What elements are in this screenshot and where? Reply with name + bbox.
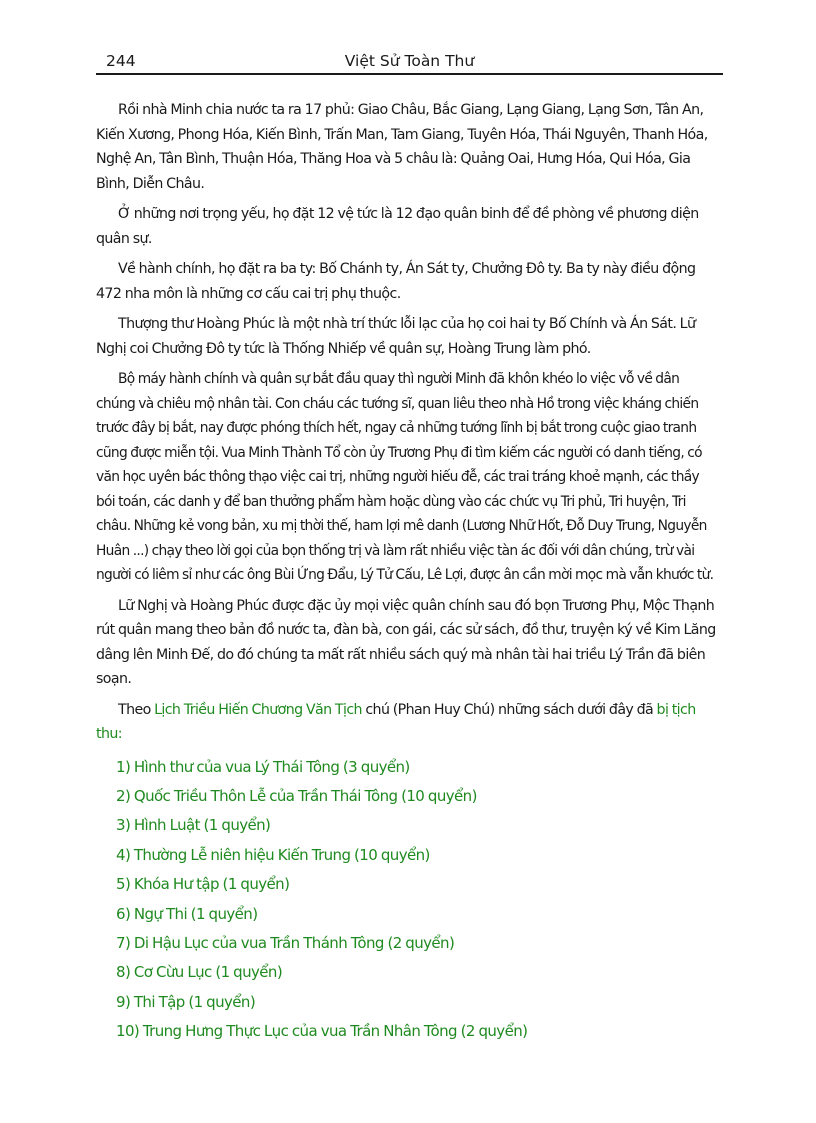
list-item: 2) Quốc Triều Thôn Lễ của Trần Thái Tông (10 quyển) <box>116 786 477 805</box>
running-title: Việt Sử Toàn Thư <box>344 52 475 70</box>
list-item: 4) Thường Lễ niên hiệu Kiến Trung (10 quyển) <box>116 845 430 864</box>
paragraph-prefectures: Rồi nhà Minh chia nước ta ra 17 phủ: Giao Châu, Bắc Giang, Lạng Giang, Lạng Sơn, Tân An, Kiến Xương, Phong Hóa, Kiến Bình, Trấn Man, Tam Giang, Tuyên Hóa, Thái Nguyên, Thanh Hóa, Nghệ An, Tân Bình, Thuận Hóa, Thăng Hoa và 5 châu là: Quảng Oai, Hưng Hóa, Qui Hóa, Gia Bình, Diễn Châu. <box>96 102 708 192</box>
paragraph-administration: Về hành chính, họ đặt ra ba ty: Bố Chánh ty, Án Sát ty, Chưởng Đô ty. Ba ty này điều động 472 nha môn là những cơ cấu cai trị phụ thuộc. <box>96 261 696 302</box>
confiscated-books-list <box>96 753 716 1047</box>
page-header <box>96 50 723 74</box>
page-body <box>96 98 716 1047</box>
list-item: 8) Cơ Cừu Lục (1 quyển) <box>116 963 283 982</box>
intro-text-cont: chú (Phan Huy Chú) những sách dưới đây đã <box>361 701 657 718</box>
paragraph-recruitment: Bộ máy hành chính và quân sự bắt đầu quay thì người Minh đã khôn khéo lo việc vỗ về dân chúng và chiêu mộ nhân tài. Con cháu các tướng sĩ, quan liêu theo nhà Hồ trong việc kháng chiến trước đây bị bắt, nay được phóng thích hết, ngay cả những tướng lĩnh bị bắt trong cuộc giao tranh cũng được miễn tội. Vua Minh Thành Tổ còn ủy Trương Phụ đi tìm kiếm các người có danh tiếng, có văn học uyên bác thông thạo việc cai trị, những người hiếu đễ, các trai tráng khoẻ mạnh, các thầy bói toán, các danh y để ban thưởng phẩm hàm hoặc dùng vào các chức vụ Tri phủ, Tri huyện, Tri châu. Những kẻ vong bản, xu mị thời thế, ham lợi mê danh (Lương Nhữ Hốt, Đỗ Duy Trung, Nguyễn Huân ...) chạy theo lời gọi của bọn thống trị và làm rất nhiều việc tàn ác đối với dân chúng, trừ vài người có liêm sỉ như các ông Bùi Ứng Đẩu, Lý Tử Cấu, Lê Lợi, được ân cần mời mọc mà vẫn khước từ. <box>96 371 714 583</box>
list-item: 9) Thi Tập (1 quyển) <box>116 992 256 1011</box>
page-number: 244 <box>106 52 136 70</box>
list-item: 7) Di Hậu Lục của vua Trần Thánh Tông (2 quyển) <box>116 933 455 952</box>
intro-text: Theo <box>118 701 155 718</box>
list-item: 3) Hình Luật (1 quyển) <box>116 816 271 835</box>
paragraph-intro <box>96 698 716 747</box>
list-item: 5) Khóa Hư tập (1 quyển) <box>116 875 290 894</box>
source-link[interactable]: Lịch Triều Hiến Chương Văn Tịch <box>154 701 362 718</box>
list-item: 6) Ngự Thi (1 quyển) <box>116 904 258 923</box>
paragraph-officials: Thượng thư Hoàng Phúc là một nhà trí thức lỗi lạc của họ coi hai ty Bố Chính và Án Sát. Lữ Nghị coi Chưởng Đô ty tức là Thống Nhiếp về quân sự, Hoàng Trung làm phó. <box>96 316 696 357</box>
header-rule <box>96 73 723 75</box>
paragraph-military: Ở những nơi trọng yếu, họ đặt 12 vệ tức là 12 đạo quân binh để đề phòng về phương diện quân sự. <box>96 206 699 247</box>
list-item: 1) Hình thư của vua Lý Thái Tông (3 quyển) <box>116 757 410 776</box>
paragraph-looting: Lữ Nghị và Hoàng Phúc được đặc ủy mọi việc quân chính sau đó bọn Trương Phụ, Mộc Thạnh rút quân mang theo bản đồ nước ta, đàn bà, con gái, các sử sách, đồ thư, truyện ký về Kim Lăng dâng lên Minh Đế, do đó chúng ta mất rất nhiều sách quý mà nhân tài hai triều Lý Trần đã biên soạn. <box>96 597 716 687</box>
intro-text-green: bị tịch thu: <box>96 701 696 742</box>
list-item: 10) Trung Hưng Thực Lục của vua Trần Nhân Tông (2 quyển) <box>116 1022 528 1041</box>
